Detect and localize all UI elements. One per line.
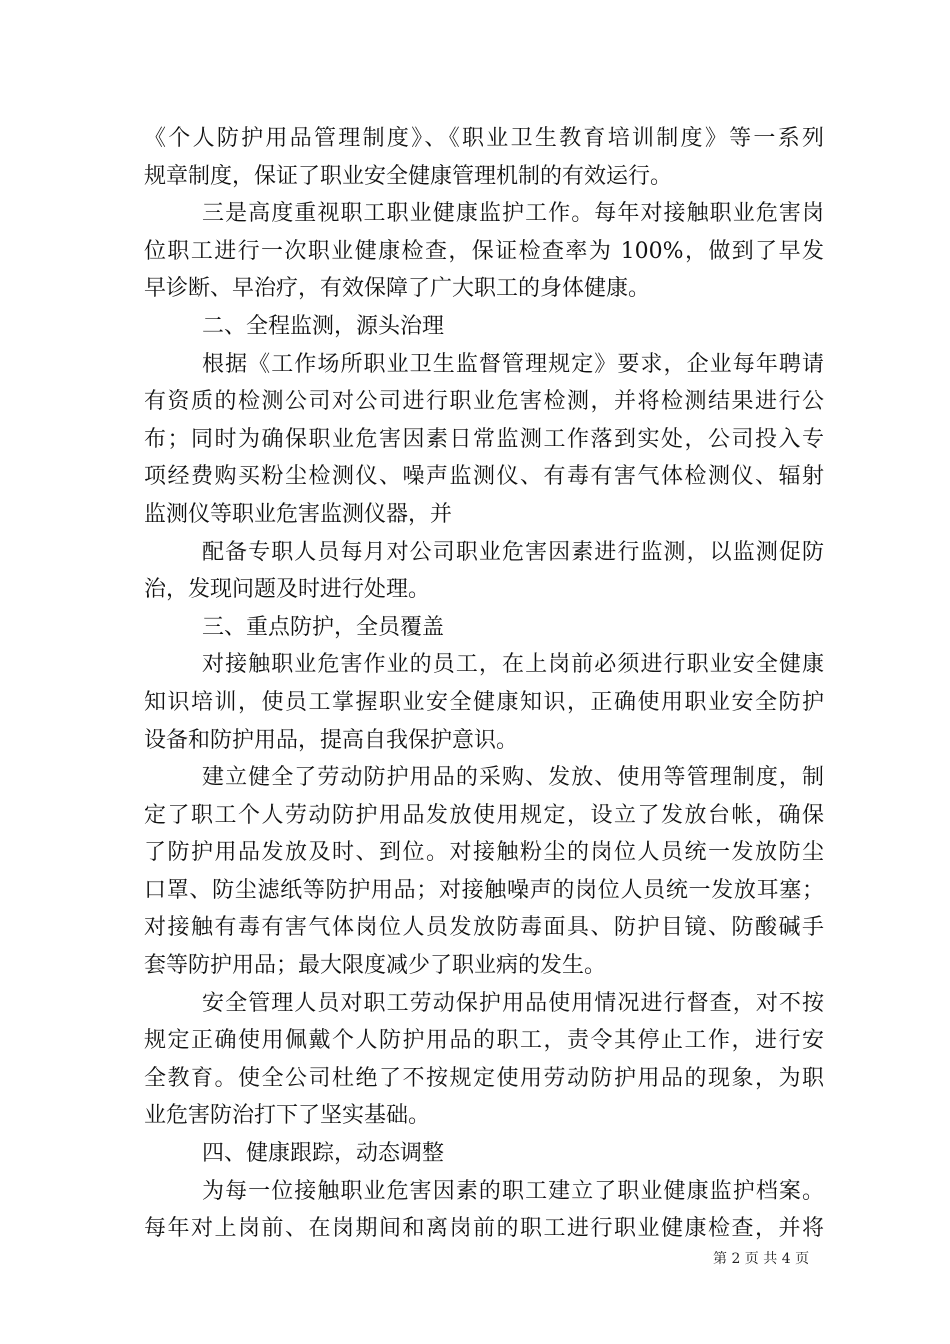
text-line: 对接触职业危害作业的员工，在上岗前必须进行职业安全健康	[202, 652, 824, 678]
text-line: 知识培训，使员工掌握职业安全健康知识，正确使用职业安全防护	[144, 689, 824, 715]
text-line: 早诊断、早治疗，有效保障了广大职工的身体健康。	[144, 276, 651, 302]
text-line: 四、健康跟踪，动态调整	[202, 1141, 445, 1167]
text-line: 配备专职人员每月对公司职业危害因素进行监测，以监测促防	[202, 539, 824, 565]
text-line: 了防护用品发放及时、到位。对接触粉尘的岗位人员统一发放防尘	[144, 840, 824, 866]
text-line: 定了职工个人劳动防护用品发放使用规定，设立了发放台帐，确保	[144, 802, 824, 828]
text-line: 业危害防治打下了坚实基础。	[144, 1103, 431, 1129]
text-line: 有资质的检测公司对公司进行职业危害检测，并将检测结果进行公	[144, 389, 824, 415]
text-line: 设备和防护用品，提高自我保护意识。	[144, 727, 519, 753]
text-line: 二、全程监测，源头治理	[202, 313, 445, 339]
text-line: 对接触有毒有害气体岗位人员发放防毒面具、防护目镜、防酸碱手	[144, 915, 824, 941]
text-line: 安全管理人员对职工劳动保护用品使用情况进行督查，对不按	[202, 990, 824, 1016]
text-line: 三是高度重视职工职业健康监护工作。每年对接触职业危害岗	[202, 201, 824, 227]
text-line: 全教育。使全公司杜绝了不按规定使用劳动防护用品的现象，为职	[144, 1065, 824, 1091]
text-line: 规定正确使用佩戴个人防护用品的职工，责令其停止工作，进行安	[144, 1028, 824, 1054]
text-line: 建立健全了劳动防护用品的采购、发放、使用等管理制度，制	[202, 765, 824, 791]
text-line: 套等防护用品；最大限度减少了职业病的发生。	[144, 953, 607, 979]
page-number-footer: 第 2 页 共 4 页	[713, 1251, 810, 1267]
text-line: 三、重点防护，全员覆盖	[202, 614, 445, 640]
text-line: 为每一位接触职业危害因素的职工建立了职业健康监护档案。	[202, 1178, 824, 1204]
text-line: 根据《工作场所职业卫生监督管理规定》要求，企业每年聘请	[202, 351, 824, 377]
document-body	[144, 120, 824, 1248]
text-line: 治，发现问题及时进行处理。	[144, 577, 431, 603]
text-line: 口罩、防尘滤纸等防护用品；对接触噪声的岗位人员统一发放耳塞；	[144, 877, 824, 903]
text-line: 每年对上岗前、在岗期间和离岗前的职工进行职业健康检查，并将	[144, 1216, 824, 1242]
text-line: 《个人防护用品管理制度》、《职业卫生教育培训制度》等一系列	[144, 126, 824, 151]
text-line: 监测仪等职业危害监测仪器，并	[144, 501, 453, 527]
text-line: 规章制度，保证了职业安全健康管理机制的有效运行。	[144, 163, 673, 189]
text-line: 布；同时为确保职业危害因素日常监测工作落到实处，公司投入专	[144, 426, 824, 452]
text-line: 项经费购买粉尘检测仪、噪声监测仪、有毒有害气体检测仪、辐射	[144, 464, 824, 490]
text-line: 位职工进行一次职业健康检查，保证检查率为 100%，做到了早发	[144, 238, 824, 264]
